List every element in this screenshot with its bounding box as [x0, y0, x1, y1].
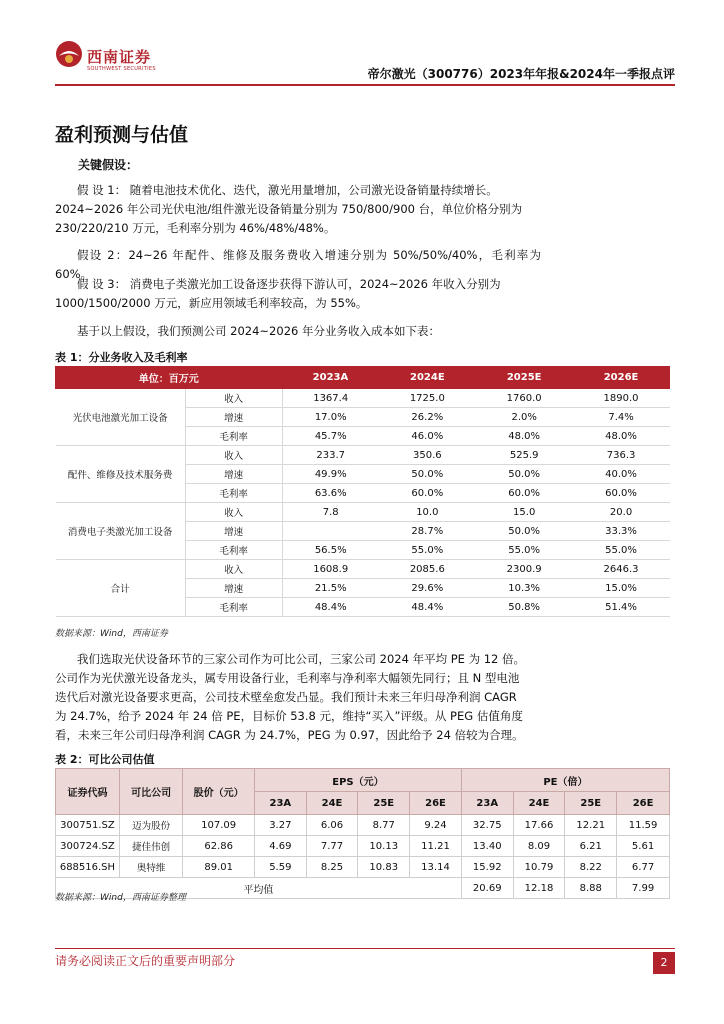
value-cell: 2300.9 — [476, 560, 573, 579]
table-row — [56, 857, 670, 878]
value-cell: 15.0 — [476, 503, 573, 522]
average-pe-cell: 20.69 — [461, 878, 513, 899]
value-cell: 21.5% — [282, 579, 379, 598]
eps-cell: 4.69 — [254, 836, 306, 857]
value-cell: 525.9 — [476, 446, 573, 465]
page-header — [55, 40, 675, 90]
stock-code: 688516.SH — [56, 857, 120, 878]
metric-label: 收入 — [185, 560, 282, 579]
assumption-2-line: 假设 2：24~26 年配件、维修及服务费收入增速分别为 50%/50%/40%，毛利率为 60%。 — [55, 248, 541, 281]
average-pe-cell: 7.99 — [617, 878, 670, 899]
value-cell: 350.6 — [379, 446, 476, 465]
value-cell: 55.0% — [573, 541, 670, 560]
value-cell: 60.0% — [379, 484, 476, 503]
metric-label: 毛利率 — [185, 541, 282, 560]
valuation-paragraph-cont — [55, 669, 541, 745]
value-cell — [282, 522, 379, 541]
value-cell: 56.5% — [282, 541, 379, 560]
value-cell: 63.6% — [282, 484, 379, 503]
valuation-line-5: 看，未来三年公司归母净利润 CAGR 为 24.7%，PEG 为 0.97，因此给予 24 倍较为合理。 — [55, 728, 524, 742]
pe-cell: 6.77 — [617, 857, 670, 878]
basis-paragraph — [55, 322, 541, 341]
report-title: 帝尔激光（300776）2023年年报&2024年一季报点评 — [367, 67, 675, 81]
pe-header: PE（倍） — [461, 769, 669, 792]
value-cell: 33.3% — [573, 522, 670, 541]
table-row — [56, 503, 670, 522]
value-cell: 7.4% — [573, 408, 670, 427]
value-cell: 60.0% — [573, 484, 670, 503]
segment-revenue-table — [55, 366, 670, 617]
value-cell: 26.2% — [379, 408, 476, 427]
value-cell: 55.0% — [379, 541, 476, 560]
table-header-row — [56, 367, 670, 389]
value-cell: 50.0% — [476, 522, 573, 541]
footer-disclaimer: 请务必阅读正文后的重要声明部分 — [55, 954, 236, 968]
valuation-line-1: 我们选取光伏设备环节的三家公司作为可比公司，三家公司 2024 年平均 PE 为 12 倍。 — [77, 652, 526, 666]
value-cell: 1725.0 — [379, 389, 476, 408]
table-header-row — [56, 769, 670, 792]
year-header: 2025E — [476, 367, 573, 389]
assumption-1-line-3: 230/220/210 万元，毛利率分别为 46%/48%/48%。 — [55, 221, 336, 235]
value-cell: 1760.0 — [476, 389, 573, 408]
segment-name: 消费电子类激光加工设备 — [56, 503, 186, 560]
assumption-1-cont — [55, 200, 541, 238]
average-label: 平均值 — [56, 878, 462, 899]
stock-code: 300751.SZ — [56, 815, 120, 836]
assumption-3-line-2: 1000/1500/2000 万元，新应用领域毛利率较高，为 55%。 — [55, 296, 368, 310]
pe-year-header: 25E — [565, 792, 617, 815]
metric-label: 收入 — [185, 389, 282, 408]
comparable-valuation-table — [55, 768, 670, 899]
table2-caption: 表 2：可比公司估值 — [55, 753, 155, 766]
company-header: 可比公司 — [119, 769, 182, 815]
value-cell: 40.0% — [573, 465, 670, 484]
eps-header: EPS（元） — [254, 769, 461, 792]
segment-name: 光伏电池激光加工设备 — [56, 389, 186, 446]
value-cell: 50.8% — [476, 598, 573, 617]
value-cell: 55.0% — [476, 541, 573, 560]
logo-mark-icon — [55, 40, 83, 68]
metric-label: 增速 — [185, 465, 282, 484]
pe-year-header: 24E — [513, 792, 565, 815]
stock-price: 89.01 — [183, 857, 255, 878]
company-name: 捷佳伟创 — [119, 836, 182, 857]
value-cell: 2.0% — [476, 408, 573, 427]
metric-label: 增速 — [185, 408, 282, 427]
segment-name: 配件、维修及技术服务费 — [56, 446, 186, 503]
table2-source: 数据来源：Wind，西南证券整理 — [55, 893, 186, 903]
table-row — [56, 560, 670, 579]
eps-year-header: 25E — [358, 792, 410, 815]
valuation-line-4: 为 24.7%，给予 2024 年 24 倍 PE，目标价 53.8 元，维持“买入”评级。从 PEG 估值角度 — [55, 709, 523, 723]
pe-cell: 8.09 — [513, 836, 565, 857]
section-title: 盈利预测与估值 — [55, 124, 189, 146]
value-cell: 50.0% — [379, 465, 476, 484]
price-header: 股价（元） — [183, 769, 255, 815]
value-cell: 736.3 — [573, 446, 670, 465]
eps-cell: 6.06 — [306, 815, 358, 836]
metric-label: 毛利率 — [185, 427, 282, 446]
eps-year-header: 26E — [410, 792, 462, 815]
pe-year-header: 26E — [617, 792, 670, 815]
valuation-line-3: 迭代后对激光设备要求更高，公司技术壁垒愈发凸显。我们预计未来三年归母净利润 CAGR — [55, 690, 517, 704]
eps-year-header: 23A — [254, 792, 306, 815]
pe-year-header: 23A — [461, 792, 513, 815]
pe-cell: 6.21 — [565, 836, 617, 857]
value-cell: 1890.0 — [573, 389, 670, 408]
eps-cell: 7.77 — [306, 836, 358, 857]
header-divider — [55, 84, 675, 86]
value-cell: 233.7 — [282, 446, 379, 465]
year-header: 2023A — [282, 367, 379, 389]
value-cell: 20.0 — [573, 503, 670, 522]
pe-cell: 10.79 — [513, 857, 565, 878]
eps-cell: 13.14 — [410, 857, 462, 878]
assumption-1 — [55, 181, 541, 200]
table-row — [56, 446, 670, 465]
stock-price: 107.09 — [183, 815, 255, 836]
eps-cell: 5.59 — [254, 857, 306, 878]
footer-divider — [55, 948, 675, 949]
assumption-1-line-1: 假 设 1： 随着电池技术优化、迭代，激光用量增加，公司激光设备销量持续增长。 — [77, 183, 498, 197]
value-cell: 10.0 — [379, 503, 476, 522]
pe-cell: 17.66 — [513, 815, 565, 836]
logo-text-cn: 西南证券 — [87, 48, 152, 66]
table1-source: 数据来源：Wind，西南证券 — [55, 629, 168, 639]
valuation-paragraph — [55, 650, 541, 669]
table-row — [56, 836, 670, 857]
eps-cell: 10.13 — [358, 836, 410, 857]
eps-cell: 10.83 — [358, 857, 410, 878]
eps-cell: 9.24 — [410, 815, 462, 836]
pe-cell: 32.75 — [461, 815, 513, 836]
value-cell: 60.0% — [476, 484, 573, 503]
value-cell: 51.4% — [573, 598, 670, 617]
value-cell: 7.8 — [282, 503, 379, 522]
table-row — [56, 389, 670, 408]
eps-cell: 11.21 — [410, 836, 462, 857]
table-row — [56, 815, 670, 836]
metric-label: 增速 — [185, 522, 282, 541]
value-cell: 1608.9 — [282, 560, 379, 579]
value-cell: 10.3% — [476, 579, 573, 598]
valuation-line-2: 公司作为光伏激光设备龙头，属专用设备行业，毛利率与净利率大幅领先同行；且 N 型电池 — [55, 671, 520, 685]
page-number: 2 — [653, 952, 675, 974]
value-cell: 50.0% — [476, 465, 573, 484]
stock-code: 300724.SZ — [56, 836, 120, 857]
year-header: 2024E — [379, 367, 476, 389]
assumption-3-cont — [55, 294, 541, 313]
key-assumptions-label: 关键假设： — [78, 158, 139, 172]
pe-cell: 11.59 — [617, 815, 670, 836]
eps-cell: 3.27 — [254, 815, 306, 836]
value-cell: 46.0% — [379, 427, 476, 446]
assumption-3 — [55, 275, 541, 294]
metric-label: 收入 — [185, 503, 282, 522]
stock-price: 62.86 — [183, 836, 255, 857]
company-name: 奥特维 — [119, 857, 182, 878]
table1-caption: 表 1：分业务收入及毛利率 — [55, 351, 188, 364]
value-cell: 29.6% — [379, 579, 476, 598]
value-cell: 28.7% — [379, 522, 476, 541]
pe-cell: 5.61 — [617, 836, 670, 857]
value-cell: 48.0% — [573, 427, 670, 446]
value-cell: 48.4% — [282, 598, 379, 617]
code-header: 证券代码 — [56, 769, 120, 815]
eps-cell: 8.25 — [306, 857, 358, 878]
company-logo — [55, 40, 165, 80]
unit-header: 单位：百万元 — [56, 367, 283, 389]
value-cell: 2646.3 — [573, 560, 670, 579]
logo-text-en: SOUTHWEST SECURITIES — [87, 66, 156, 72]
pe-cell: 12.21 — [565, 815, 617, 836]
value-cell: 17.0% — [282, 408, 379, 427]
pe-cell: 13.40 — [461, 836, 513, 857]
basis-line: 基于以上假设，我们预测公司 2024~2026 年分业务收入成本如下表： — [77, 324, 440, 338]
average-pe-cell: 12.18 — [513, 878, 565, 899]
value-cell: 49.9% — [282, 465, 379, 484]
assumption-3-line-1: 假 设 3： 消费电子类激光加工设备逐步获得下游认可，2024~2026 年收入分别为 — [77, 277, 501, 291]
pe-cell: 8.22 — [565, 857, 617, 878]
metric-label: 收入 — [185, 446, 282, 465]
value-cell: 1367.4 — [282, 389, 379, 408]
year-header: 2026E — [573, 367, 670, 389]
company-name: 迈为股份 — [119, 815, 182, 836]
assumption-1-line-2: 2024~2026 年公司光伏电池/组件激光设备销量分别为 750/800/900 台，单位价格分别为 — [55, 202, 523, 216]
segment-name: 合计 — [56, 560, 186, 617]
value-cell: 48.0% — [476, 427, 573, 446]
value-cell: 2085.6 — [379, 560, 476, 579]
value-cell: 45.7% — [282, 427, 379, 446]
eps-year-header: 24E — [306, 792, 358, 815]
average-pe-cell: 8.88 — [565, 878, 617, 899]
pe-cell: 15.92 — [461, 857, 513, 878]
metric-label: 增速 — [185, 579, 282, 598]
eps-cell: 8.77 — [358, 815, 410, 836]
value-cell: 15.0% — [573, 579, 670, 598]
metric-label: 毛利率 — [185, 598, 282, 617]
value-cell: 48.4% — [379, 598, 476, 617]
metric-label: 毛利率 — [185, 484, 282, 503]
